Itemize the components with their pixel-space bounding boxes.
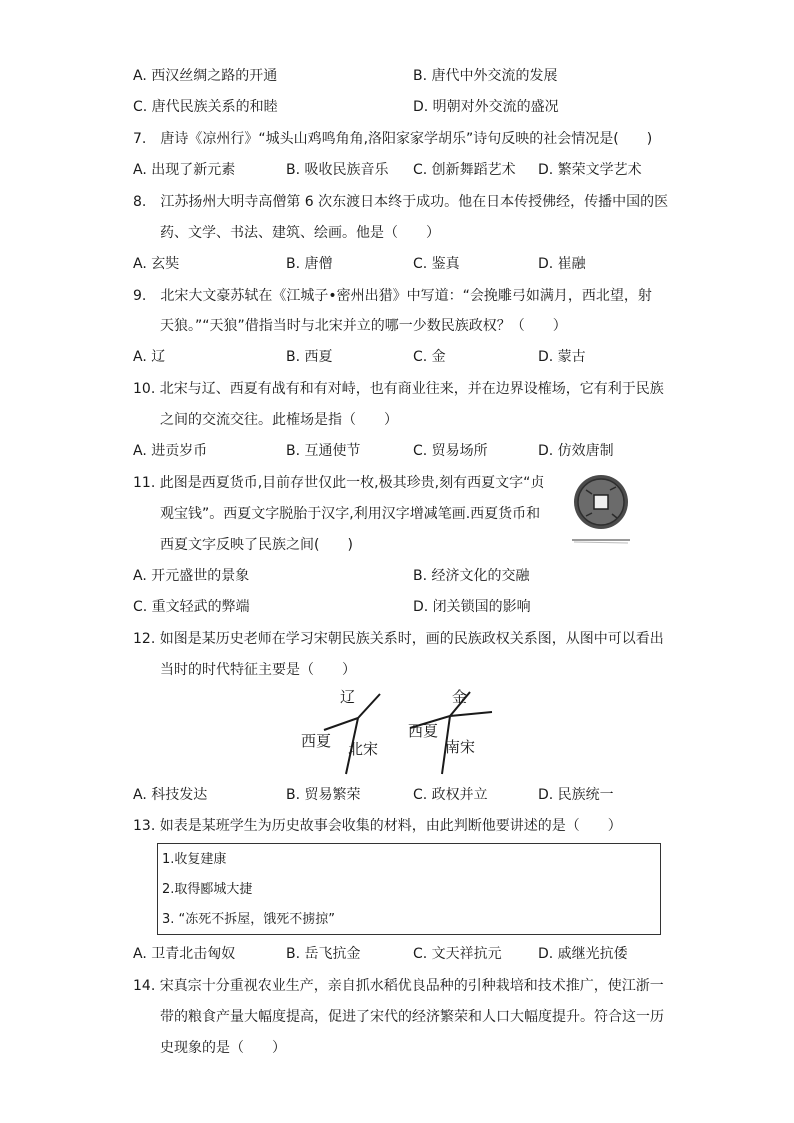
q12-option-b: B. 贸易繁荣 (286, 787, 361, 803)
q11-stem-line1: 11. 此图是西夏货币,目前存世仅此一枚,极其珍贵,刻有西夏文字“贞 (133, 475, 545, 491)
q13-option-b: B. 岳飞抗金 (286, 946, 361, 962)
q13-material-table (157, 843, 661, 935)
q6-option-d: D. 明朝对外交流的盛况 (413, 99, 559, 115)
q11-option-c: C. 重文轻武的弊端 (133, 599, 250, 615)
q8-stem-line2: 药、文学、书法、建筑、绘画。他是（ ） (160, 225, 440, 241)
diagram-left-beisong: 北宋 (348, 740, 379, 758)
q9-option-b: B. 西夏 (286, 349, 333, 365)
q12-stem-line1: 12. 如图是某历史老师在学习宋朝民族关系时，画的民族政权关系图，从图中可以看出 (133, 631, 664, 647)
diagram-right-xixia: 西夏 (408, 722, 439, 740)
diagram-right-nansong: 南宋 (445, 738, 476, 756)
q11-option-b: B. 经济文化的交融 (413, 568, 530, 584)
q10-option-d: D. 仿效唐制 (538, 443, 614, 459)
q12-option-a: A. 科技发达 (133, 787, 208, 803)
q6-option-a: A. 西汉丝绸之路的开通 (133, 68, 278, 84)
q11-option-d: D. 闭关锁国的影响 (413, 599, 531, 615)
q8-option-b: B. 唐僧 (286, 256, 333, 272)
diagram-left-liao: 辽 (340, 688, 356, 706)
q7-option-d: D. 繁荣文学艺术 (538, 162, 642, 178)
q14-stem-line3: 史现象的是（ ） (160, 1040, 286, 1056)
song-regimes-diagram (298, 688, 498, 776)
q8-option-d: D. 崔融 (538, 256, 586, 272)
q6-option-c: C. 唐代民族关系的和睦 (133, 99, 278, 115)
q11-stem-line3: 西夏文字反映了民族之间( ) (160, 537, 353, 553)
xixia-coin-image (570, 468, 632, 546)
table-row: 3. “冻死不拆屋，饿死不掳掠” (162, 912, 336, 927)
q9-option-c: C. 金 (413, 349, 446, 365)
q9-option-d: D. 蒙古 (538, 349, 586, 365)
q9-stem-line1: 9. 北宋大文豪苏轼在《江城子•密州出猎》中写道：“会挽雕弓如满月，西北望，射 (133, 288, 652, 304)
q8-stem-line1: 8. 江苏扬州大明寺高僧第 6 次东渡日本终于成功。他在日本传授佛经，传播中国的医 (133, 194, 669, 210)
table-row: 1.收复建康 (162, 852, 227, 867)
q13-option-d: D. 戚继光抗倭 (538, 946, 628, 962)
q11-stem-line2: 观宝钱”。西夏文字脱胎于汉字,利用汉字增减笔画.西夏货币和 (160, 506, 541, 522)
q11-option-a: A. 开元盛世的景象 (133, 568, 250, 584)
diagram-left-xixia: 西夏 (301, 732, 332, 750)
q7-option-a: A. 出现了新元素 (133, 162, 236, 178)
q13-option-c: C. 文天祥抗元 (413, 946, 502, 962)
q10-option-a: A. 进贡岁币 (133, 443, 208, 459)
table-row: 2.取得郾城大捷 (162, 882, 253, 897)
q13-stem: 13. 如表是某班学生为历史故事会收集的材料，由此判断他要讲述的是（ ） (133, 818, 622, 834)
q14-stem-line1: 14. 宋真宗十分重视农业生产，亲自抓水稻优良品种的引种栽培和技术推广，使江浙一 (133, 978, 664, 994)
q12-stem-line2: 当时的时代特征主要是（ ） (160, 662, 356, 678)
diagram-right-jin: 金 (452, 688, 468, 706)
q9-option-a: A. 辽 (133, 349, 166, 365)
q7-option-c: C. 创新舞蹈艺术 (413, 162, 516, 178)
q10-stem-line2: 之间的交流交往。此榷场是指（ ） (160, 412, 398, 428)
q10-option-c: C. 贸易场所 (413, 443, 488, 459)
q10-option-b: B. 互通使节 (286, 443, 361, 459)
q12-option-c: C. 政权并立 (413, 787, 488, 803)
q13-option-a: A. 卫青北击匈奴 (133, 946, 236, 962)
q9-stem-line2: 天狼。”“天狼”借指当时与北宋并立的哪一少数民族政权？（ ） (160, 318, 567, 334)
q8-option-c: C. 鉴真 (413, 256, 460, 272)
q8-option-a: A. 玄奘 (133, 256, 180, 272)
q7-stem: 7. 唐诗《凉州行》“城头山鸡鸣角角,洛阳家家学胡乐”诗句反映的社会情况是( ) (133, 131, 653, 147)
q12-option-d: D. 民族统一 (538, 787, 614, 803)
q7-option-b: B. 吸收民族音乐 (286, 162, 389, 178)
q14-stem-line2: 带的粮食产量大幅度提高，促进了宋代的经济繁荣和人口大幅度提升。符合这一历 (160, 1009, 664, 1025)
q10-stem-line1: 10. 北宋与辽、西夏有战有和有对峙，也有商业往来，并在边界设榷场，它有利于民族 (133, 381, 664, 397)
q6-option-b: B. 唐代中外交流的发展 (413, 68, 558, 84)
